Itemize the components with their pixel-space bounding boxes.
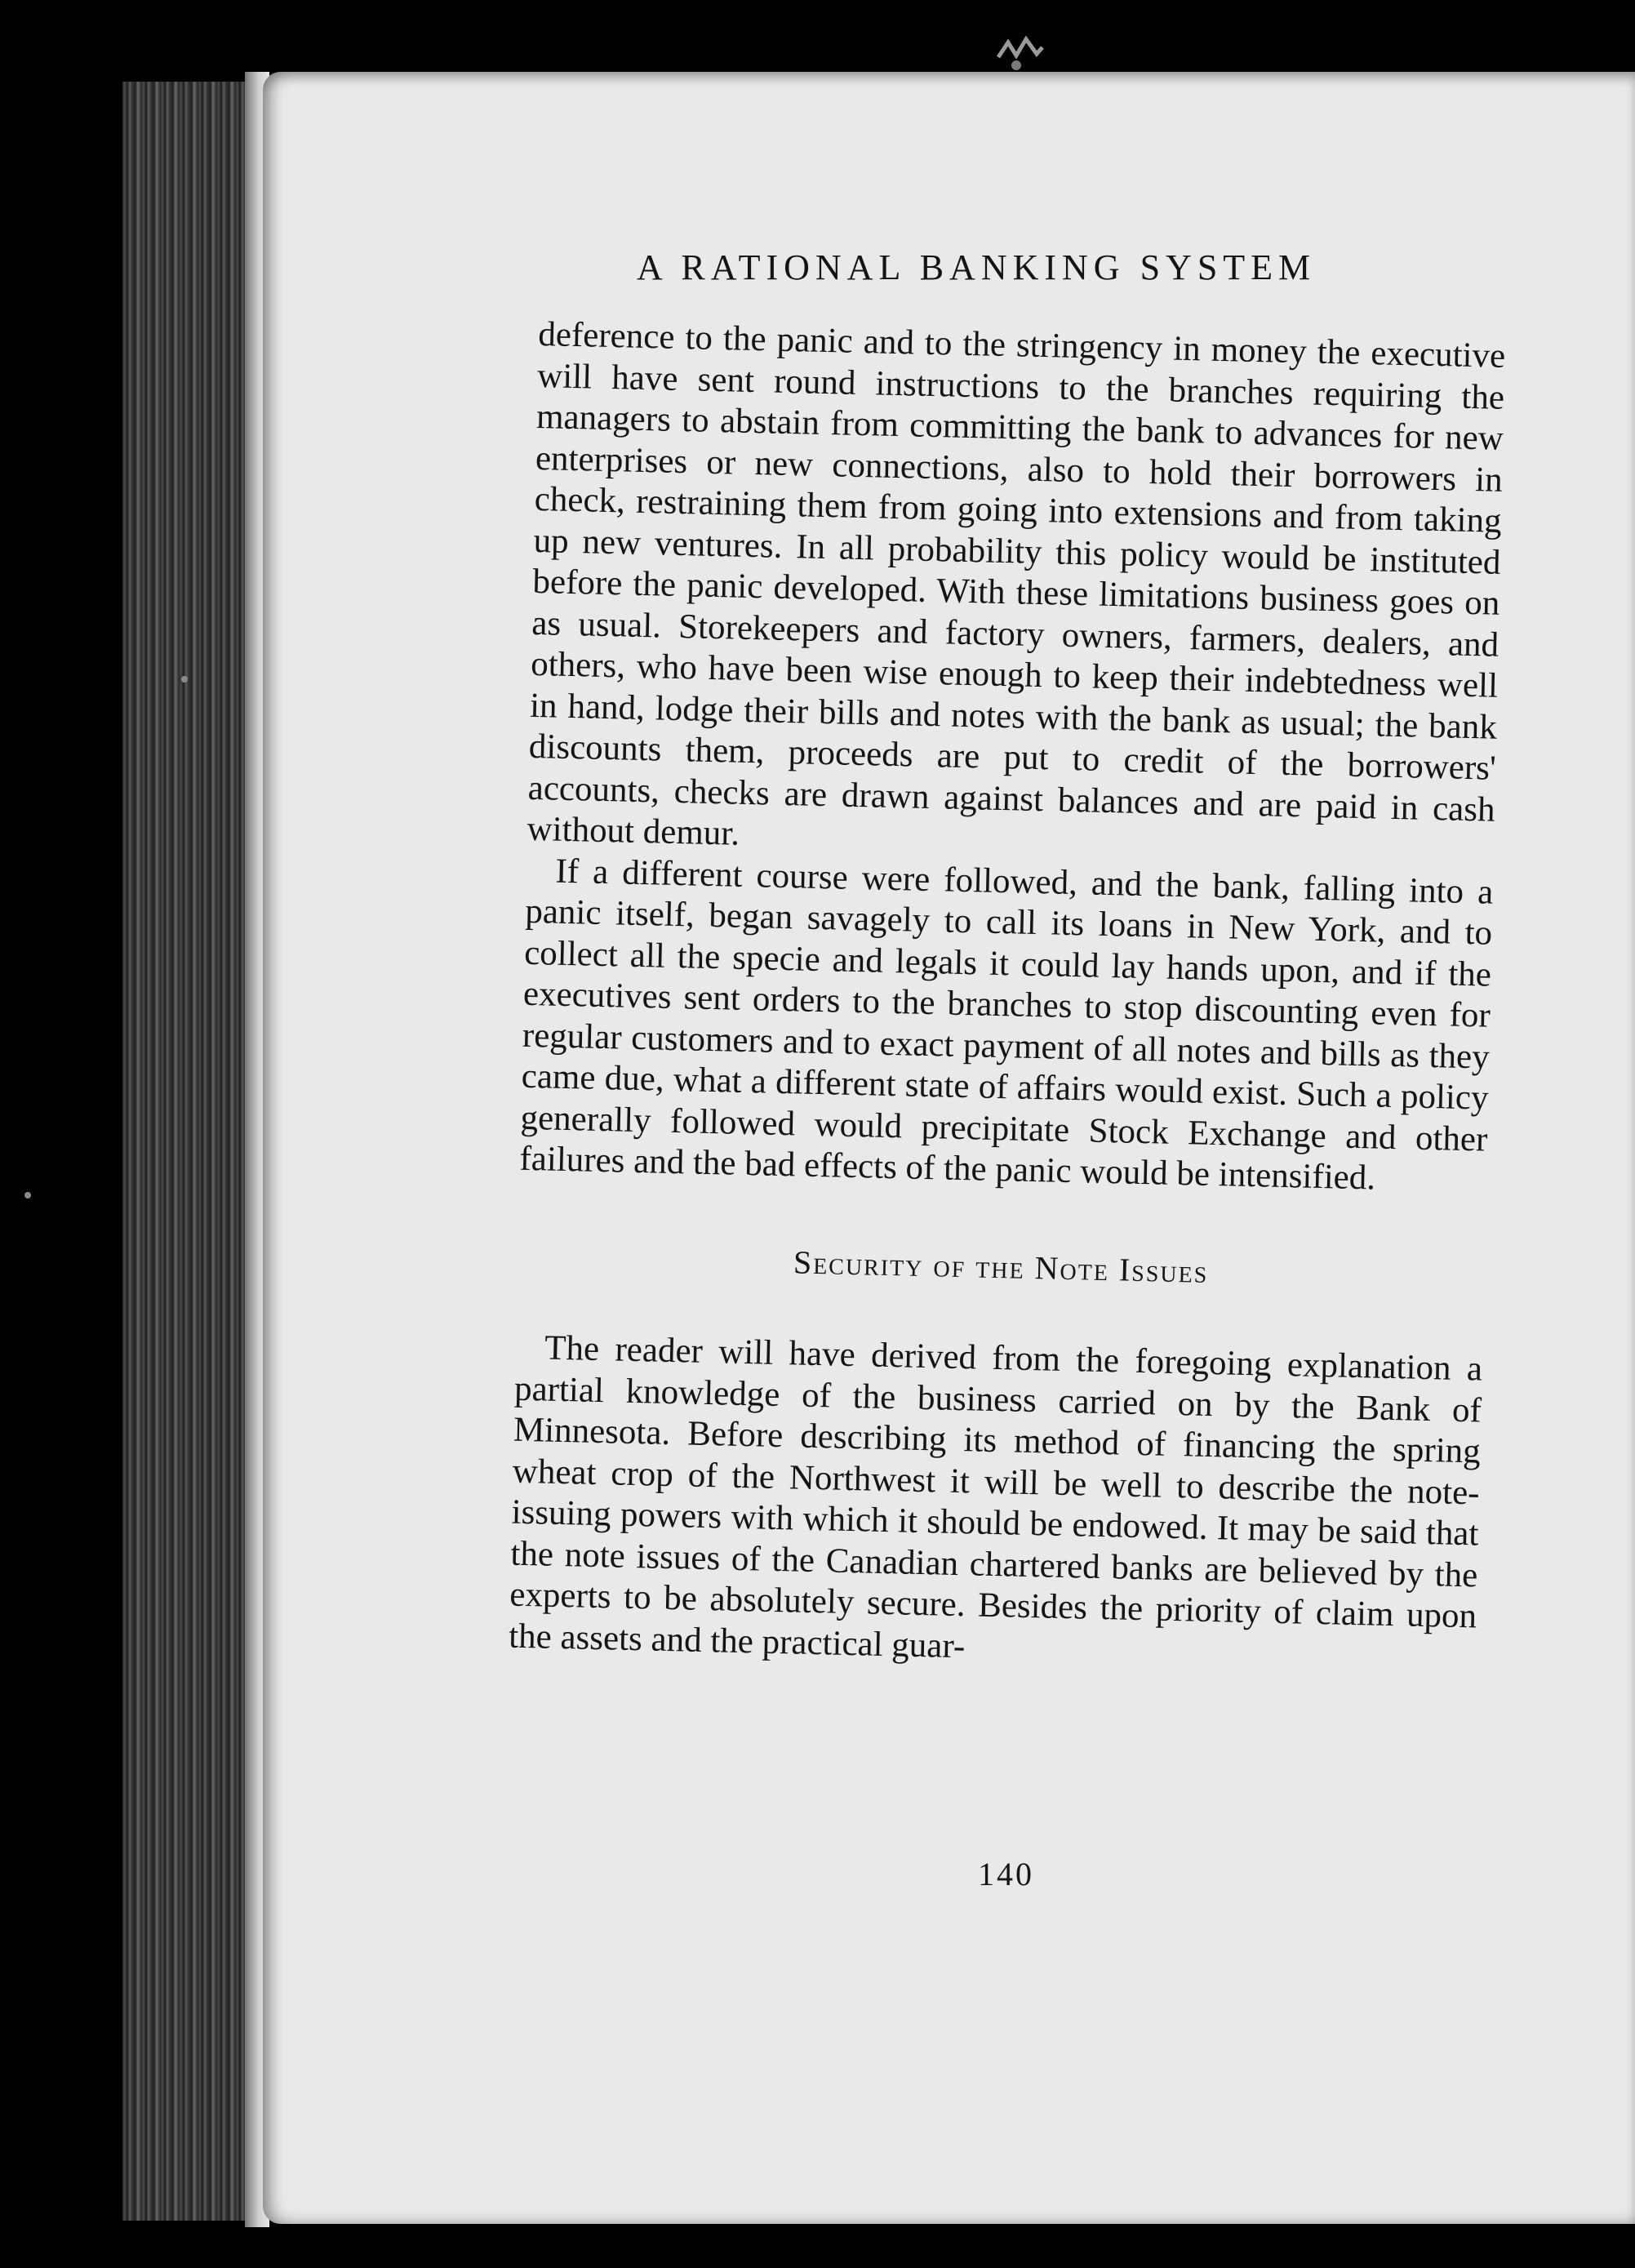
section-heading: Security of the Note Issues (793, 1243, 1209, 1290)
paragraph: The reader will have derived from the foregoing explanation a partial knowledge of the business carried on by the Bank of Minnesota. Before describing its method of financing the spring wheat crop of the Northwest it will be well to describe the note-issuing powers with which it should be endowed. It may be said that the note issues of the Canadian chartered banks are believed by the experts to be absolutely secure. Besides the priority of claim upon the assets and the practical guar- (508, 1328, 1483, 1665)
margin-speck (181, 676, 188, 683)
paragraph: If a different course were followed, and the bank, falling into a panic itself, began savagely to call its loans in New York, and to collect all the specie and legals it could lay hands upon, and if the executives sent orders to the branches to stop discounting even for regular customers and to exact payment of all notes and bills as they came due, what a different state of affairs would exist. Such a policy generally followed would precipitate Stock Exchange and other failures and the bad effects of the panic would be intensified. (518, 852, 1494, 1198)
book-fore-edge (122, 82, 261, 2221)
page-number: 140 (978, 1856, 1034, 1892)
binding-specks (992, 24, 1049, 73)
margin-speck (24, 1192, 31, 1198)
paragraph: deference to the panic and to the stringency in money the executive will have sent round instructions to the branches requiring the managers to abstain from committing the bank to advances for new enterprises or new connections, also to hold their borrowers in check, restraining them from going into extensions and from taking up new ventures. In all probability this policy would be instituted before the panic developed. With these limitations business goes on as usual. Storekeepers and factory owners, farmers, dealers, and others, who have been wise enough to keep their indebtedness well in hand, lodge their bills and notes with the bank as usual; the bank discounts them, proceeds are put to credit of the borrowers' accounts, checks are drawn against balances and are paid in cash without demur. (526, 314, 1506, 853)
body-text (509, 314, 1506, 1679)
running-head: A RATIONAL BANKING SYSTEM (637, 247, 1317, 287)
